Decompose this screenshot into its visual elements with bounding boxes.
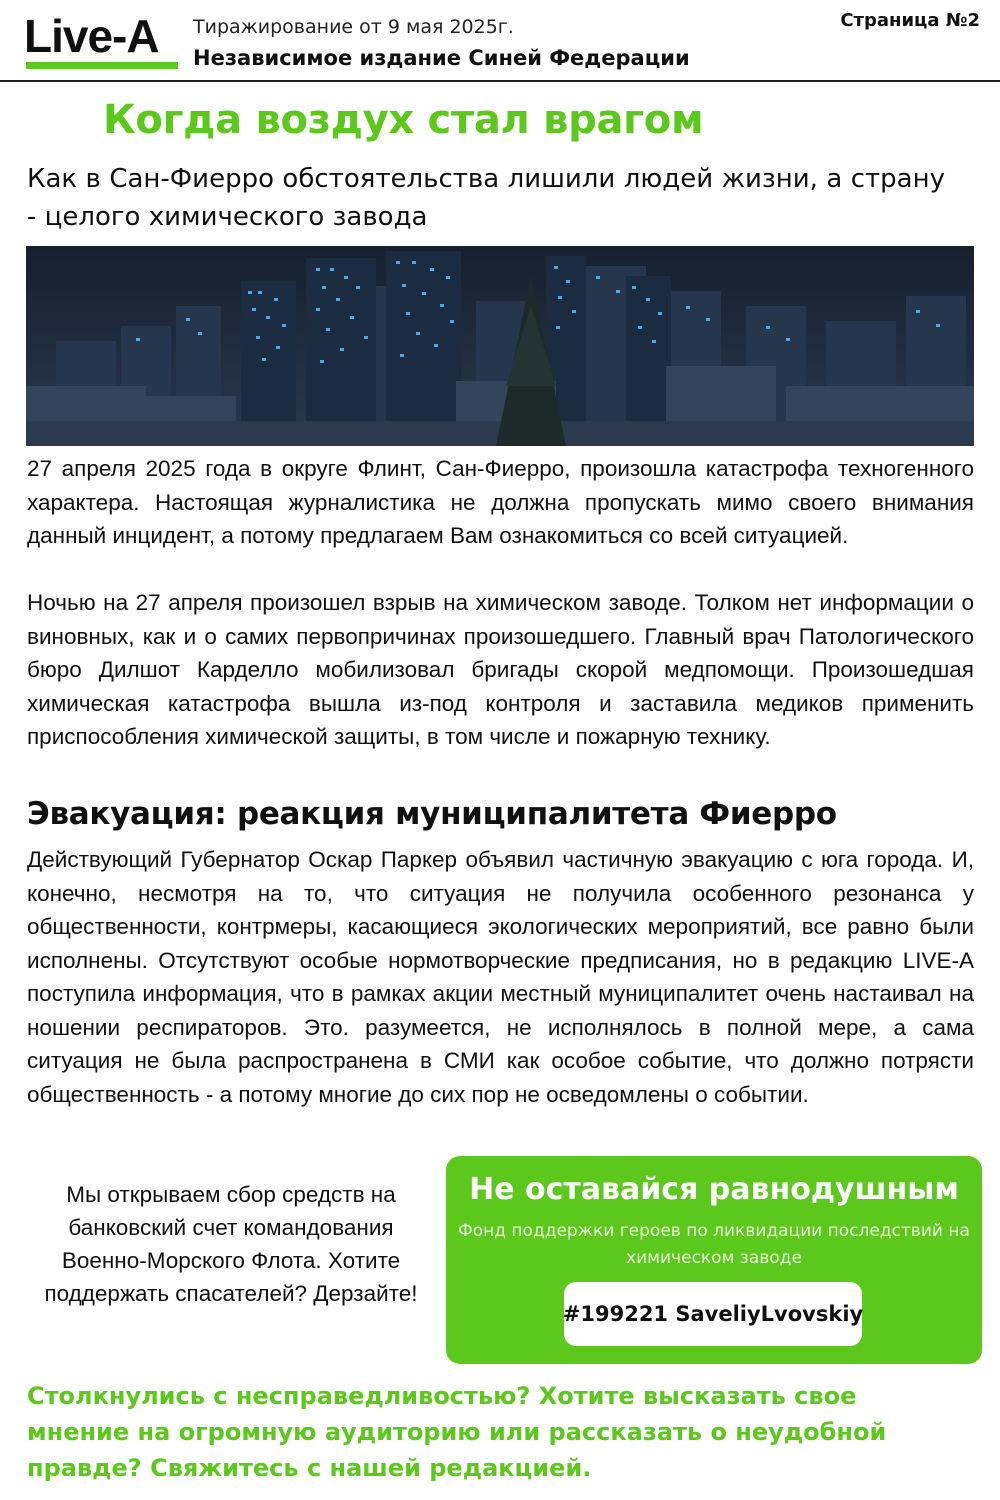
logo: Live-A: [24, 10, 159, 62]
article-paragraph-2: Ночью на 27 апреля произошел взрыв на химическом заводе. Толком нет информации о виновных, как и о самих первопричинах произошедшего. Главный врач Патологического бюро Дилшот Карделло мобилизовал бригады скорой медпомощи. Произошедшая химическая катастрофа вышла из-под контроля и заставила медиков применить приспособления химической защиты, в том числе и пожарную технику.: [27, 590, 974, 749]
article-photo-night-city: [26, 246, 974, 446]
article-headline: Когда воздух стал врагом: [103, 97, 704, 143]
article-paragraph-1: 27 апреля 2025 года в округе Флинт, Сан-Фиерро, произошла катастрофа техногенного характера. Настоящая журналистика не должна пропускать мимо своего внимания данный инцидент, а потому предлагаем Вам ознакомиться со всей ситуацией.: [27, 456, 974, 548]
fund-promo-card: [446, 1156, 982, 1364]
editorial-contact-cta: Столкнулись с несправедливостью? Хотите высказать свое мнение на огромную аудиторию или рассказать о неудобной правде? Свяжитесь с нашей редакцией.: [27, 1382, 887, 1482]
logo-underline: [26, 62, 178, 69]
header-divider: [0, 80, 1000, 82]
section-title: Эвакуация: реакция муниципалитета Фиерро: [27, 796, 837, 832]
promo-title: Не оставайся равнодушным: [469, 1172, 959, 1207]
edition-name: Независимое издание Синей Федерации: [193, 46, 690, 70]
bank-account-button[interactable]: #199221 SaveliyLvovskiy: [564, 1282, 862, 1346]
article-paragraph-3: Действующий Губернатор Оскар Паркер объявил частичную эвакуацию с юга города. И, конечно, несмотря на то, что ситуация не получила особенного резонанса у общественности, контрмеры, касающиеся экологических мероприятий, все равно были исполнены. Отсутствуют особые нормотворческие предписания, но в редакцию LIVE-A поступила информация, что в рамках акции местный муниципалитет очень настаивал на ношении респираторов. Это. разумеется, не исполнялось в полной мере, а сама ситуация не была распространена в СМИ как особое событие, что должно потрясти общественность - а потому многие до сих пор не осведомлены о событии.: [27, 847, 974, 1107]
promo-subtitle: Фонд поддержки героев по ликвидации последствий на химическом заводе: [458, 1221, 970, 1268]
night-city-illustration: [26, 246, 974, 446]
page-number: Страница №2: [840, 10, 980, 31]
donation-text: Мы открываем сбор средств на банковский счет командования Военно-Морского Флота. Хотите поддержать спасателей? Дерзайте!: [44, 1182, 418, 1306]
print-date: Тиражирование от 9 мая 2025г.: [193, 16, 514, 38]
article-subheadline: Как в Сан-Фиерро обстоятельства лишили людей жизни, а страну - целого химического завода: [27, 164, 945, 232]
